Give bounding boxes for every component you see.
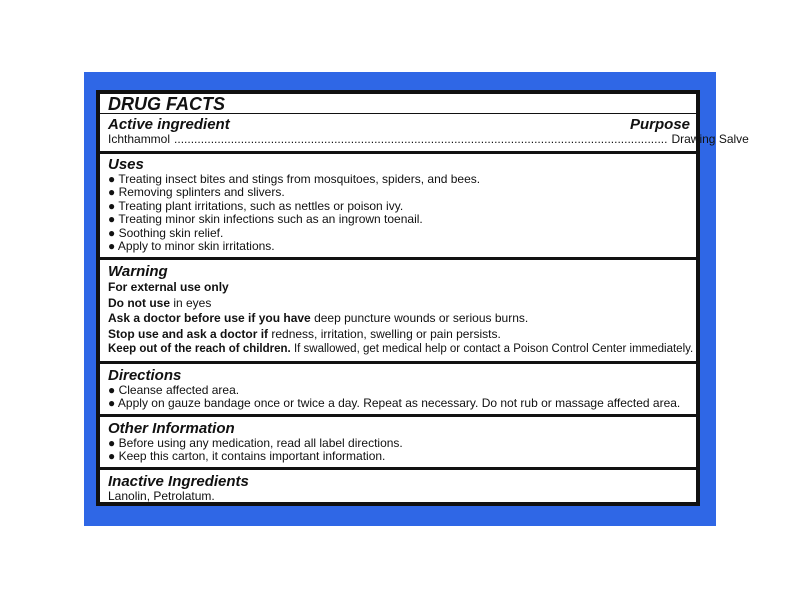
list-item: ● Treating insect bites and stings from mosquitoes, spiders, and bees. <box>108 172 481 186</box>
list-item: ● Apply to minor skin irritations. <box>108 239 275 254</box>
list-item: ● Cleanse affected area. <box>108 383 240 397</box>
list-item: ● Before using any medication, read all label directions. <box>108 436 403 450</box>
other-information-section <box>100 417 696 470</box>
other-information-list <box>108 437 690 464</box>
blue-background-panel <box>84 72 749 526</box>
list-item: ● Treating minor skin infections such as an ingrown toenail. <box>108 212 423 227</box>
active-ingredient-heading: Active ingredient <box>108 116 230 133</box>
title-divider <box>100 113 696 114</box>
uses-section <box>100 154 696 260</box>
list-item: ● Removing splinters and slivers. <box>108 185 285 200</box>
inactive-ingredients-text: Lanolin, Petrolatum. <box>108 489 215 503</box>
active-ingredient-section <box>100 94 749 154</box>
warning-section <box>100 260 696 364</box>
uses-list <box>108 173 690 253</box>
inactive-ingredients-heading: Inactive Ingredients <box>108 473 249 490</box>
leader-dots: .................................................................................................................................................... <box>174 132 668 147</box>
list-item: ● Keep this carton, it contains important information. <box>108 449 386 464</box>
external-use-text: For external use only <box>108 280 229 294</box>
warning-heading: Warning <box>108 263 168 280</box>
uses-heading: Uses <box>108 156 144 173</box>
do-not-use-line: Do not use in eyes <box>108 295 212 310</box>
ask-doctor-line: Ask a doctor before use if you have deep puncture wounds or serious burns. <box>108 311 529 325</box>
directions-section <box>100 364 696 417</box>
directions-list <box>108 384 690 411</box>
drug-facts-label <box>96 90 749 506</box>
list-item: ● Treating plant irritations, such as nettles or poison ivy. <box>108 198 404 213</box>
directions-heading: Directions <box>108 367 182 384</box>
inactive-ingredients-section <box>100 470 696 506</box>
keep-out-line: Keep out of the reach of children. If swallowed, get medical help or contact a Poison Control Center immediately. <box>108 343 694 355</box>
purpose-value: Drawing Salve <box>671 132 749 146</box>
list-item: ● Apply on gauze bandage once or twice a day. Repeat as necessary. Do not rub or massage affected area. <box>108 396 681 411</box>
purpose-heading: Purpose <box>629 116 690 133</box>
list-item: ● Soothing skin relief. <box>108 225 224 240</box>
stop-use-line: Stop use and ask a doctor if redness, irritation, swelling or pain persists. <box>108 326 501 341</box>
ingredient-name: Ichthammol <box>108 132 171 146</box>
drug-facts-title: DRUG FACTS <box>108 94 225 114</box>
other-information-heading: Other Information <box>108 420 235 437</box>
